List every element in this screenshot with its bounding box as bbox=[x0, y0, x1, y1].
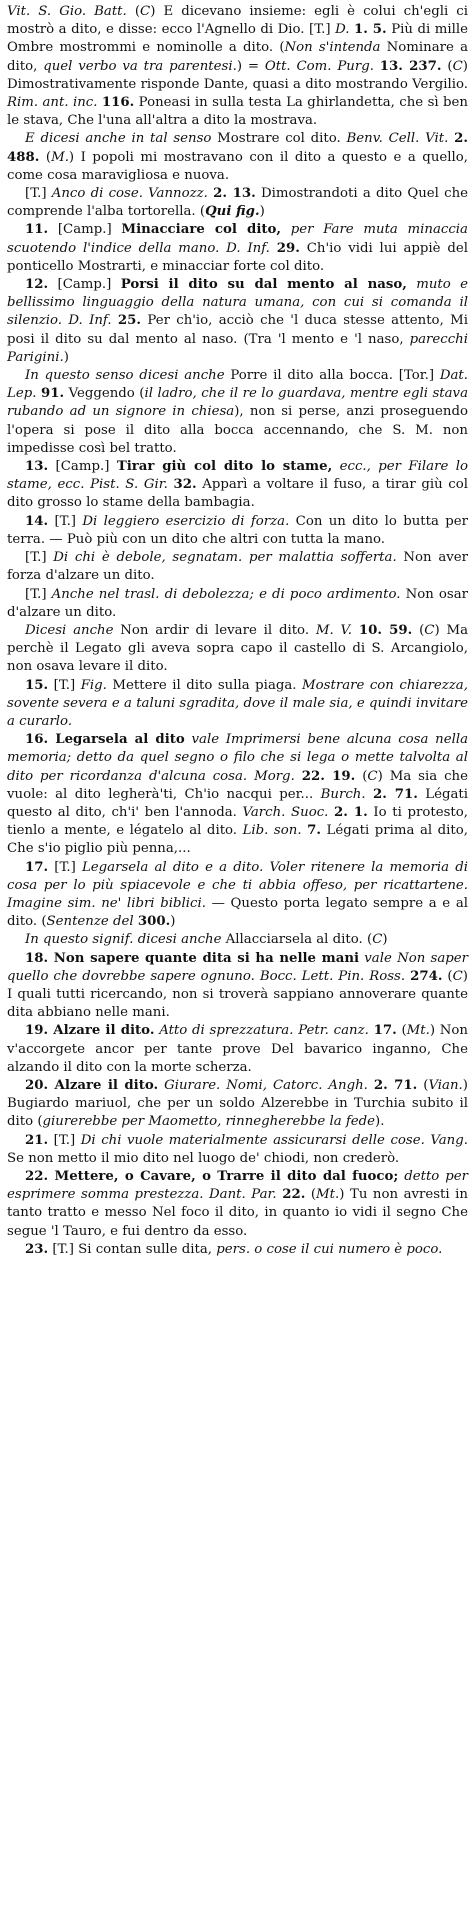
text-run: 21. bbox=[25, 1132, 49, 1148]
text-run: 2. 13. bbox=[213, 186, 256, 202]
text-run: Mostrare con chiarezza, sovente severa e a taluni sgradita, dove il male sia, e quindi invitare a curarlo. bbox=[7, 677, 468, 729]
text-run: ( bbox=[441, 58, 453, 74]
text-run: [T.] bbox=[25, 550, 54, 566]
text-run: ) I popoli mi mostravano con il dito a questo e a quello, come cosa maravigliosa e nuova. bbox=[7, 149, 468, 183]
text-run bbox=[332, 459, 339, 474]
text-run: Fig. bbox=[80, 677, 107, 693]
text-run: Légati questo al dito, ch'i' ben l'annoda. bbox=[7, 786, 468, 820]
text-run: Se non metto il mio dito nel luogo de' chiodi, non crederò. bbox=[7, 1150, 400, 1166]
text-run: 11. bbox=[25, 222, 49, 238]
text-run: muto e bellissimo linguaggio della natura umana, con cui si comanda il silenzio. D. Inf. bbox=[7, 277, 468, 329]
entry-paragraph bbox=[7, 950, 468, 1023]
text-run bbox=[295, 769, 302, 784]
entry-paragraph bbox=[7, 458, 468, 513]
text-run: 274. bbox=[410, 968, 443, 984]
entry-paragraph bbox=[7, 367, 468, 458]
text-run: 300. bbox=[137, 914, 171, 930]
text-run: Dat. Lep. bbox=[7, 368, 468, 402]
text-run: 12. bbox=[25, 277, 49, 293]
text-run: Ott. Com. Purg. bbox=[264, 58, 374, 74]
text-run: [T.] bbox=[48, 1132, 81, 1148]
text-run: In questo senso dicesi anche bbox=[25, 368, 225, 384]
text-run: 2. 71. bbox=[372, 786, 418, 802]
text-run: ), non si perse, anzi proseguendo l'opera si pose il dito alla bocca accennando, che S. M. non impedisse così bel tratto. bbox=[7, 404, 468, 456]
entry-paragraph bbox=[7, 1241, 468, 1259]
text-run: giurerebbe per Maometto, rinnegherebbe la fede bbox=[42, 1114, 376, 1130]
entry-paragraph bbox=[7, 859, 468, 932]
text-run: ) bbox=[63, 349, 69, 365]
text-run: 25. bbox=[117, 313, 142, 329]
text-run: Veggendo ( bbox=[64, 386, 145, 402]
text-run: 22. Mettere, o Cavare, o Trarre il dito dal fuoco; bbox=[25, 1169, 399, 1184]
text-run: E dicesi anche in tal senso bbox=[25, 131, 212, 147]
text-run: ) bbox=[382, 932, 388, 948]
entry-paragraph bbox=[7, 931, 468, 949]
text-run: Mt. bbox=[316, 1187, 340, 1203]
text-run: C bbox=[452, 968, 463, 984]
text-run: Apparì a voltare il fuso, a tirar giù col dito grosso lo stame della bambagia. bbox=[7, 477, 468, 511]
text-run: 7. bbox=[307, 823, 321, 839]
text-run: ) bbox=[259, 204, 265, 220]
text-run: [T.] bbox=[25, 186, 52, 202]
text-run: Mt. bbox=[406, 1023, 430, 1039]
text-run: Allacciarsela al dito. ( bbox=[221, 932, 373, 948]
text-run: C bbox=[372, 932, 383, 948]
text-run: ( bbox=[355, 768, 368, 784]
text-run: [Camp.] bbox=[48, 222, 122, 238]
text-run: il ladro, che il re lo guardava, mentre egli stava rubando ad un signore in chiesa bbox=[7, 386, 468, 420]
text-run: [Camp.] bbox=[48, 277, 121, 293]
text-run: 13. 237. bbox=[379, 58, 442, 74]
text-run: Non ardir di levare il dito. bbox=[113, 622, 316, 638]
text-run: C bbox=[452, 58, 463, 74]
text-run: Ch'io vidi lui appiè del ponticello Mostrarti, e minacciar forte col dito. bbox=[7, 240, 468, 274]
text-run: Più di mille Ombre mostrommi e nominolle a dito. ( bbox=[7, 22, 468, 56]
text-run: Sentenze del bbox=[46, 914, 134, 930]
entry-paragraph bbox=[7, 549, 468, 585]
text-run: Legarsela al dito e a dito. Voler ritenere la memoria di cosa per lo più spiacevole e che ti abbia offeso, per ricattartene. Imagine sim. ne' libri biblici. bbox=[7, 859, 468, 911]
text-run: Tirar giù col dito lo stame, bbox=[116, 459, 333, 475]
entry-paragraph bbox=[7, 1132, 468, 1168]
text-run: C bbox=[424, 622, 435, 638]
text-run: Nominare a dito, bbox=[7, 40, 468, 74]
text-run bbox=[352, 623, 359, 638]
text-run: Vian. bbox=[428, 1077, 463, 1093]
text-run: ) Tu non avresti in tanto tratto e messo Nel foco il dito, in quanto io vidi il segno Che segue 'l Tauro, e fui dentro da esso. bbox=[7, 1187, 468, 1239]
text-run: ( bbox=[396, 1023, 407, 1039]
text-run: 2. 71. bbox=[373, 1077, 418, 1093]
text-run: ) = bbox=[236, 58, 265, 74]
text-run: Mettere il dito sulla piaga. bbox=[106, 677, 303, 693]
entry-paragraph bbox=[7, 731, 468, 858]
text-run: pers. o cose il cui numero è poco. bbox=[216, 1241, 443, 1257]
text-run: 91. bbox=[40, 386, 65, 402]
text-run: 23. bbox=[25, 1241, 49, 1257]
text-run: Burch. bbox=[320, 786, 366, 802]
text-run: Atto di sprezzatura. Petr. canz. bbox=[159, 1023, 369, 1039]
text-run bbox=[185, 732, 192, 747]
text-run: Benv. Cell. Vit. bbox=[346, 131, 449, 147]
text-run: Rim. ant. inc. bbox=[7, 95, 98, 111]
text-run: 16. Legarsela al dito bbox=[25, 732, 185, 748]
text-run: Poneasi in sulla testa La ghirlandetta, che sì ben le stava, Che l'una all'altra a dito la mostrava. bbox=[7, 95, 468, 129]
text-run: 20. Alzare il dito. bbox=[25, 1077, 159, 1093]
text-run bbox=[270, 241, 277, 256]
text-run bbox=[366, 787, 373, 802]
text-run: ) E dicevano insieme: egli è colui ch'egli ci mostrò a dito, e disse: ecco l'Agnello di Dio. [T.] bbox=[7, 4, 468, 38]
text-run: Non s'intenda bbox=[284, 40, 381, 56]
text-run: 18. Non sapere quante dita si ha nelle mani bbox=[25, 950, 360, 966]
entry-paragraph bbox=[7, 221, 468, 276]
text-run: 2. 1. bbox=[334, 804, 368, 820]
entry-paragraph bbox=[7, 1022, 468, 1077]
entry-paragraph bbox=[7, 185, 468, 221]
text-run: Qui fig. bbox=[205, 204, 260, 220]
text-run: [T.] bbox=[48, 859, 82, 875]
text-run: 17. bbox=[373, 1023, 397, 1039]
text-run: 22. bbox=[282, 1187, 306, 1203]
text-run: Lib. son. bbox=[242, 823, 302, 839]
text-run: 32. bbox=[173, 477, 197, 493]
text-run: ) bbox=[170, 914, 176, 930]
text-run: 19. Alzare il dito. bbox=[25, 1023, 155, 1039]
text-run: 1. 5. bbox=[354, 22, 387, 38]
text-run: Io ti protesto, tienlo a mente, e légatelo al dito. bbox=[7, 804, 468, 839]
text-run: Di chi è debole, segnatam. per malattia sofferta. bbox=[53, 550, 397, 566]
text-run: ) I quali tutti ricercando, non si troverà sappiano annoverare quante dita abbiano nelle mani. bbox=[7, 968, 468, 1021]
text-run: D. bbox=[335, 22, 350, 38]
text-run: — Questo porta legato sempre a e al dito. ( bbox=[7, 895, 468, 930]
text-run: 17. bbox=[25, 859, 49, 875]
entry-paragraph bbox=[7, 677, 468, 732]
entry-paragraph bbox=[7, 130, 468, 185]
text-run: Giurare. Nomi, Catorc. Angh. bbox=[164, 1077, 368, 1093]
text-run: quel verbo va tra parentesi. bbox=[43, 58, 237, 74]
text-run: ) Ma perchè il Legato gli aveva sopra capo il castello di S. Arcangiolo, non osava levare il dito. bbox=[7, 622, 469, 675]
text-run: Dimostrandoti a dito Quel che comprende l'alba tortorella. ( bbox=[7, 186, 469, 220]
entry-paragraph bbox=[7, 513, 468, 549]
text-run: Varch. Suoc. bbox=[242, 804, 329, 820]
text-run: Porre il dito alla bocca. [Tor.] bbox=[224, 368, 440, 384]
text-run: vale Non saper quello che dovrebbe sapere ognuno. Bocc. Lett. Pin. Ross. bbox=[7, 950, 468, 984]
text-run: 10. 59. bbox=[358, 622, 413, 638]
text-run: ( bbox=[412, 622, 425, 638]
text-run: Non aver forza d'alzare un dito. bbox=[7, 550, 468, 584]
text-run: ) Bugiardo mariuol, che per un soldo Alzerebbe in Turchia subito il dito ( bbox=[7, 1077, 468, 1130]
entry-paragraph bbox=[7, 3, 468, 130]
text-run: 13. bbox=[25, 459, 49, 475]
text-run: ) Non v'accorgete ancor per tante prove Del bavarico inganno, Che alzando il dito con la morte scherza. bbox=[7, 1023, 468, 1075]
text-run: Di chi vuole materialmente assicurarsi delle cose. Vang. bbox=[80, 1132, 468, 1148]
entry-paragraph bbox=[7, 622, 468, 677]
text-run: Con un dito lo butta per terra. — Può più con un dito che altri con tutta la mano. bbox=[7, 513, 468, 547]
text-run: ( bbox=[126, 4, 141, 19]
text-run: Per ch'io, acciò che 'l duca stesse attento, Mi posi il dito su dal mento al naso. (Tra 'l mento e 'l naso, bbox=[7, 313, 468, 347]
text-run: Vit. S. Gio. Batt. bbox=[7, 4, 127, 19]
text-run: ecc., per Filare lo stame, ecc. Pist. S. Gir. bbox=[7, 459, 468, 493]
text-run: Dicesi anche bbox=[25, 622, 114, 638]
text-run: ( bbox=[39, 149, 52, 165]
text-run: Anco di cose. Vannozz. bbox=[51, 186, 208, 202]
text-run: ) Ma sia che vuole: al dito legherà'ti, Ch'io nacqui per... bbox=[7, 768, 468, 802]
text-run: In questo signif. dicesi anche bbox=[25, 932, 222, 948]
text-run: Porsi il dito su dal mento al naso, bbox=[120, 277, 407, 293]
text-run: parecchi Parigini. bbox=[7, 331, 468, 365]
text-run: Di leggiero esercizio di forza. bbox=[82, 513, 290, 529]
text-run: ). bbox=[375, 1114, 385, 1130]
entry-paragraph bbox=[7, 1168, 468, 1241]
text-run: Légati prima al dito, Che s'io piglio più penna,... bbox=[7, 823, 468, 857]
text-run: 22. 19. bbox=[301, 768, 356, 784]
text-run: M. bbox=[51, 149, 69, 165]
text-run: [T.] bbox=[25, 586, 52, 602]
text-run: Minacciare col dito, bbox=[121, 222, 282, 238]
text-run: vale Imprimersi bene alcuna cosa nella memoria; detto da quel segno o filo che si lega o mette talvolta al dito per ricordanza d'alcuna cosa. Morg. bbox=[7, 732, 468, 784]
text-run: C bbox=[140, 4, 151, 19]
text-run: 14. bbox=[25, 513, 49, 529]
text-run: 29. bbox=[276, 240, 300, 256]
text-run: ( bbox=[305, 1187, 317, 1203]
text-run: M. V. bbox=[315, 622, 353, 638]
text-run: [T.] Si contan sulle dita, bbox=[48, 1241, 217, 1257]
text-run: ) Dimostrativamente risponde Dante, quasi a dito mostrando Vergilio. bbox=[7, 58, 468, 92]
text-run bbox=[281, 222, 291, 237]
text-run: [Camp.] bbox=[48, 459, 117, 475]
text-run: Non osar d'alzare un dito. bbox=[7, 586, 468, 620]
text-run: 2. 488. bbox=[7, 131, 468, 165]
text-run: 116. bbox=[101, 95, 135, 111]
text-run: per Fare muta minaccia scuotendo l'indice della mano. D. Inf. bbox=[7, 222, 468, 256]
text-run: Mostrare col dito. bbox=[211, 131, 347, 147]
entry-paragraph bbox=[7, 276, 468, 367]
text-run bbox=[407, 277, 416, 292]
text-run: ( bbox=[417, 1077, 429, 1093]
entry-paragraph bbox=[7, 1077, 468, 1132]
text-run: Anche nel trasl. di debolezza; e di poco ardimento. bbox=[51, 586, 401, 602]
entry-paragraph bbox=[7, 586, 468, 622]
text-run: ( bbox=[442, 968, 453, 984]
text-run: [T.] bbox=[48, 513, 83, 529]
text-run: [T.] bbox=[48, 677, 81, 693]
text-run: 15. bbox=[25, 677, 49, 693]
text-run: C bbox=[367, 768, 378, 784]
text-run: detto per esprimere somma prestezza. Dant. Par. bbox=[7, 1169, 468, 1203]
